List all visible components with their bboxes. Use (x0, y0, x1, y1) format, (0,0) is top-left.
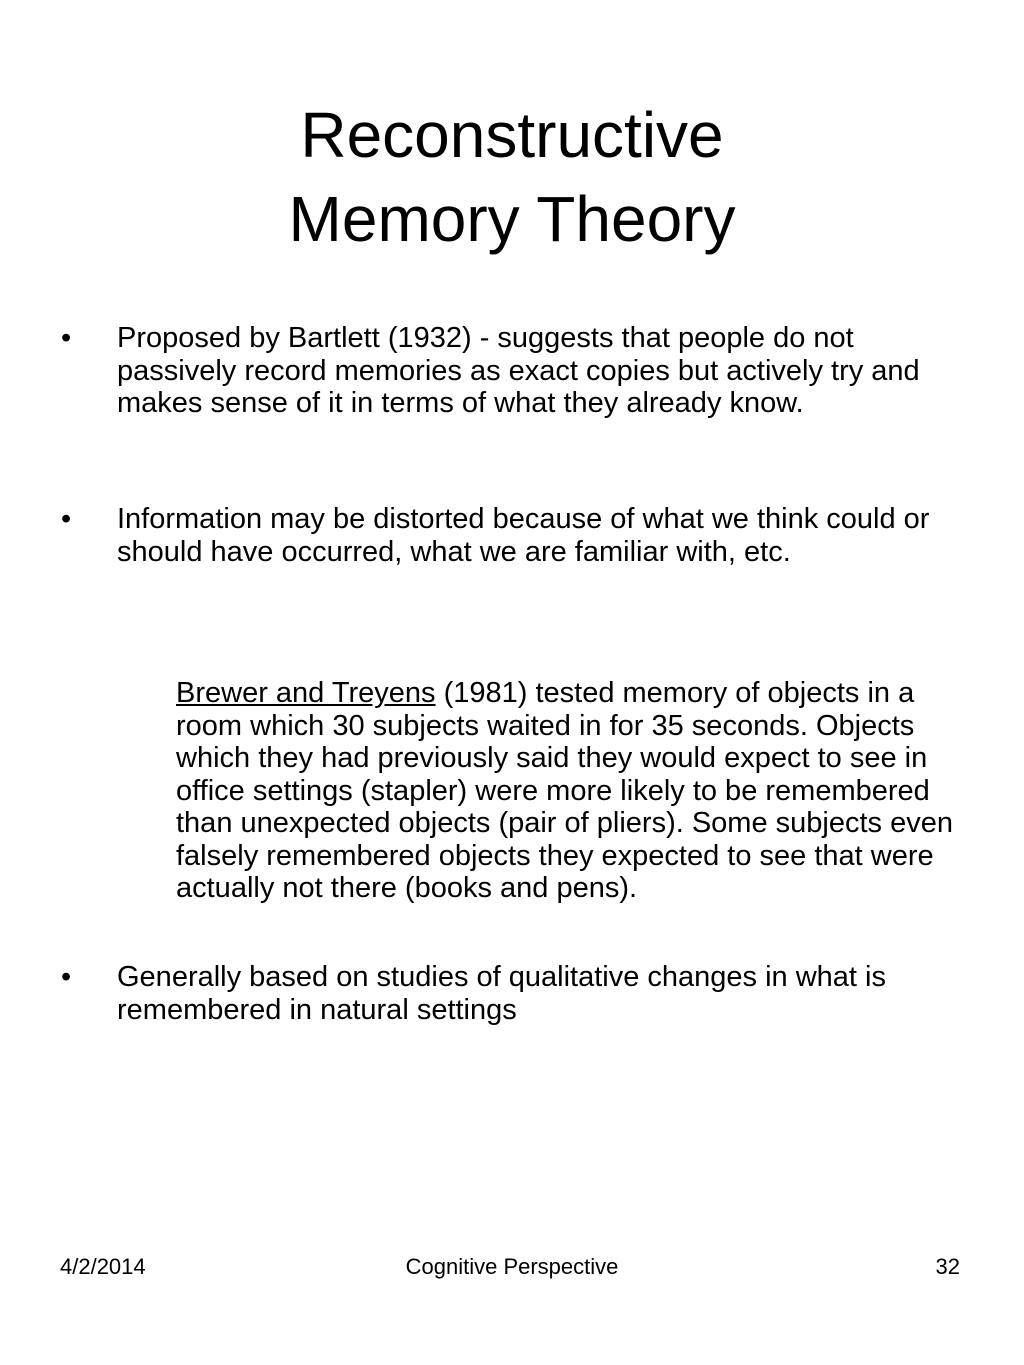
footer-title: Cognitive Perspective (405, 1254, 619, 1279)
slide-title (0, 93, 1024, 261)
bullet-text: Proposed by Bartlett (1932) - suggests that people do not passively record memories as exact copies but actively try and makes sense of it in terms of what they already know. (117, 322, 920, 419)
bullet-item-distortion (61, 503, 967, 568)
footer-page-number: 32 (935, 1254, 960, 1279)
bullet-marker: • (61, 322, 72, 354)
footer-date: 4/2/2014 (60, 1254, 146, 1279)
bullet-text: Generally based on studies of qualitative changes in what is remembered in natural settings (117, 961, 886, 1026)
bullet-marker: • (61, 961, 72, 993)
bullet-marker: • (61, 503, 72, 535)
bullet-text: Information may be distorted because of what we think could or should have occurred, what we are familiar with, etc. (117, 503, 930, 568)
example-paragraph (176, 677, 976, 905)
example-citation: Brewer and Treyens (176, 677, 436, 709)
example-text: (1981) tested memory of objects in a room which 30 subjects waited in for 35 seconds. Objects which they had previously said they would expect to see in office settings (stapler) were more likely to be remembered than unexpected objects (pair of pliers). Some subjects even falsely remembered objects they expected to see that were actually not there (books and pens). (176, 677, 953, 904)
slide-title-line-1: Reconstructive (300, 99, 724, 171)
bullet-item-natural-settings (61, 961, 967, 1026)
bullet-item-bartlett (61, 322, 967, 420)
slide-title-line-2: Memory Theory (288, 183, 736, 255)
